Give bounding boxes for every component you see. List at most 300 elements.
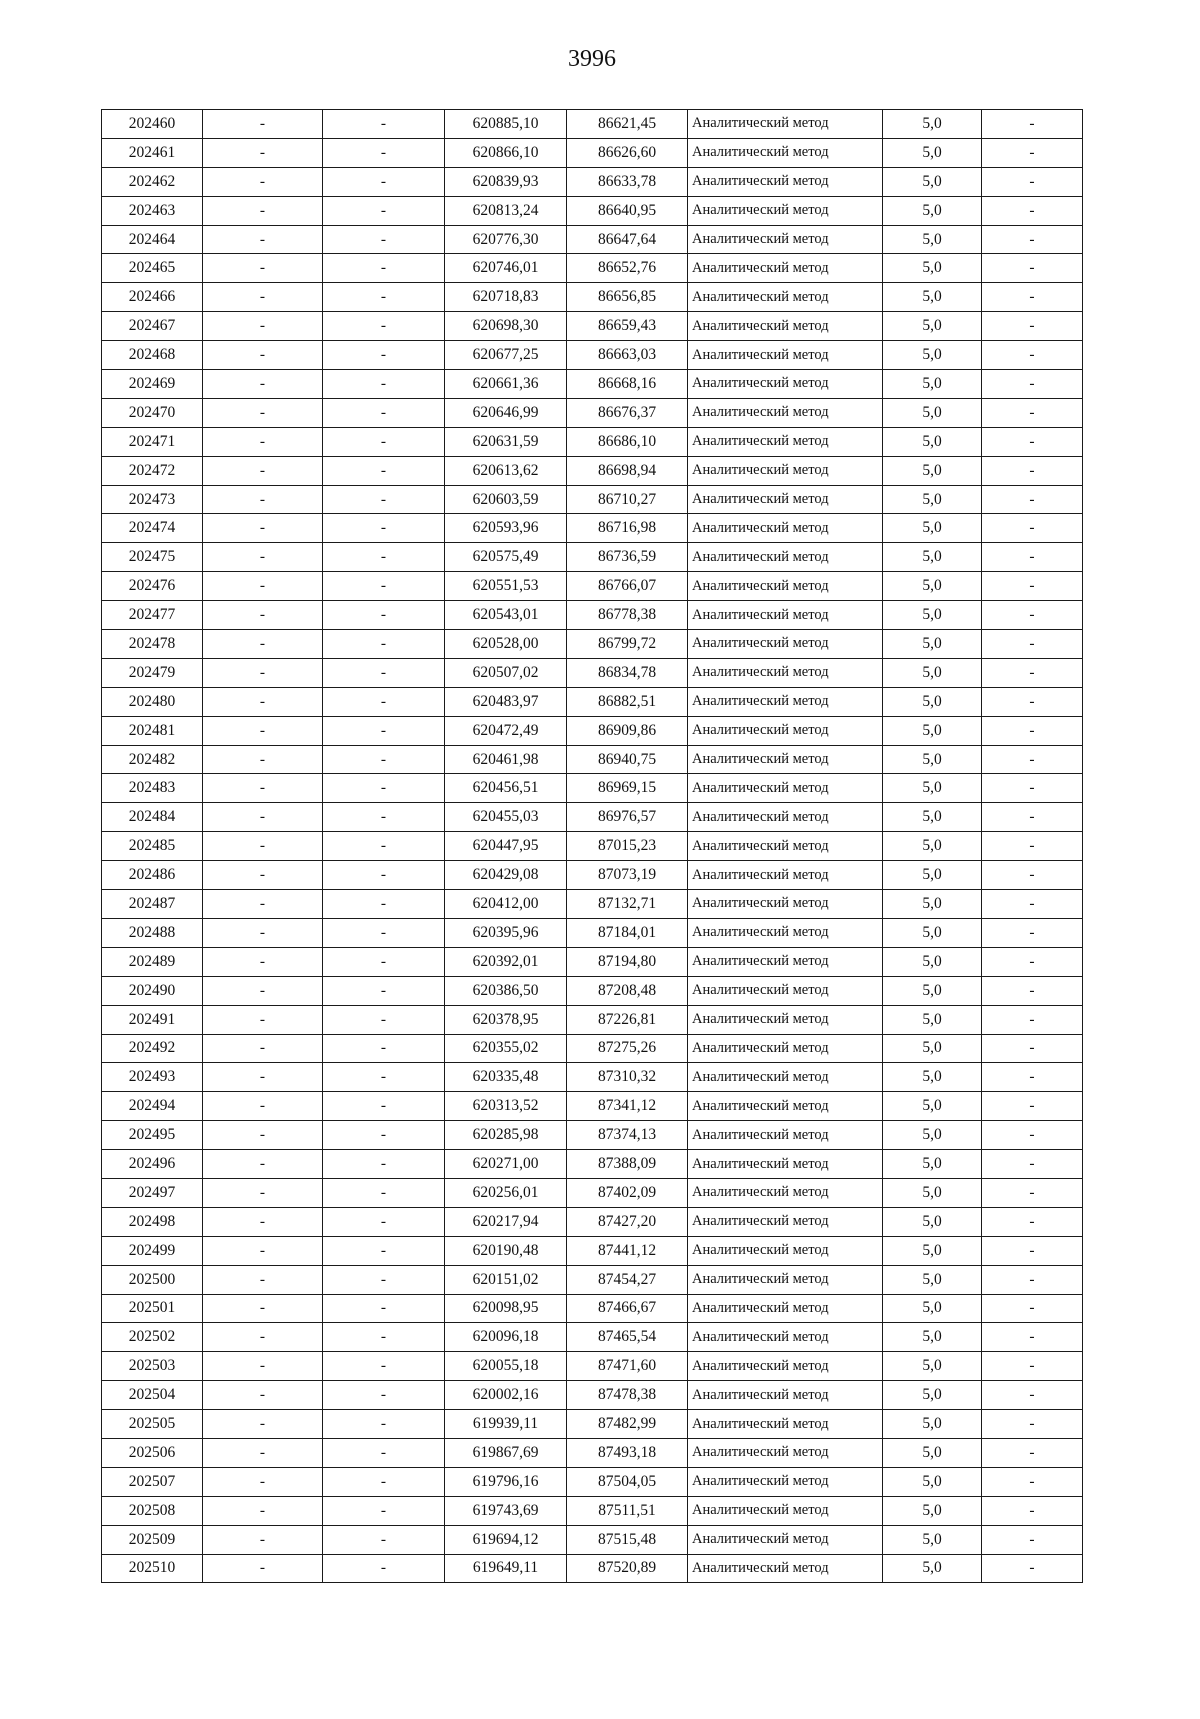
accuracy-cell: 5,0 bbox=[883, 1410, 982, 1439]
y-coordinate-cell: 86716,98 bbox=[567, 514, 688, 543]
note-cell: - bbox=[982, 312, 1083, 341]
table-row bbox=[102, 1236, 1083, 1265]
method-cell: Аналитический метод bbox=[688, 1150, 883, 1179]
accuracy-cell: 5,0 bbox=[883, 1092, 982, 1121]
x-coordinate-cell: 620483,97 bbox=[445, 687, 567, 716]
empty-column-2-cell: - bbox=[203, 1467, 323, 1496]
method-cell: Аналитический метод bbox=[688, 861, 883, 890]
y-coordinate-cell: 86710,27 bbox=[567, 485, 688, 514]
empty-column-3-cell: - bbox=[323, 1467, 445, 1496]
method-cell: Аналитический метод bbox=[688, 1207, 883, 1236]
method-cell: Аналитический метод bbox=[688, 225, 883, 254]
y-coordinate-cell: 86778,38 bbox=[567, 601, 688, 630]
point-number-cell: 202482 bbox=[102, 745, 203, 774]
accuracy-cell: 5,0 bbox=[883, 803, 982, 832]
empty-column-3-cell: - bbox=[323, 398, 445, 427]
method-cell: Аналитический метод bbox=[688, 398, 883, 427]
empty-column-3-cell: - bbox=[323, 1525, 445, 1554]
empty-column-2-cell: - bbox=[203, 1294, 323, 1323]
note-cell: - bbox=[982, 1410, 1083, 1439]
x-coordinate-cell: 620472,49 bbox=[445, 716, 567, 745]
note-cell: - bbox=[982, 861, 1083, 890]
table-row bbox=[102, 1034, 1083, 1063]
y-coordinate-cell: 87275,26 bbox=[567, 1034, 688, 1063]
x-coordinate-cell: 620386,50 bbox=[445, 976, 567, 1005]
point-number-cell: 202506 bbox=[102, 1438, 203, 1467]
point-number-cell: 202484 bbox=[102, 803, 203, 832]
method-cell: Аналитический метод bbox=[688, 341, 883, 370]
y-coordinate-cell: 86698,94 bbox=[567, 456, 688, 485]
x-coordinate-cell: 620528,00 bbox=[445, 630, 567, 659]
accuracy-cell: 5,0 bbox=[883, 1005, 982, 1034]
table-row bbox=[102, 745, 1083, 774]
point-number-cell: 202478 bbox=[102, 630, 203, 659]
x-coordinate-cell: 620055,18 bbox=[445, 1352, 567, 1381]
table-row bbox=[102, 832, 1083, 861]
accuracy-cell: 5,0 bbox=[883, 543, 982, 572]
empty-column-3-cell: - bbox=[323, 745, 445, 774]
point-number-cell: 202487 bbox=[102, 890, 203, 919]
method-cell: Аналитический метод bbox=[688, 312, 883, 341]
x-coordinate-cell: 620698,30 bbox=[445, 312, 567, 341]
table-row bbox=[102, 485, 1083, 514]
method-cell: Аналитический метод bbox=[688, 167, 883, 196]
empty-column-2-cell: - bbox=[203, 745, 323, 774]
point-number-cell: 202502 bbox=[102, 1323, 203, 1352]
x-coordinate-cell: 620813,24 bbox=[445, 196, 567, 225]
method-cell: Аналитический метод bbox=[688, 1496, 883, 1525]
point-number-cell: 202461 bbox=[102, 138, 203, 167]
accuracy-cell: 5,0 bbox=[883, 1207, 982, 1236]
accuracy-cell: 5,0 bbox=[883, 1121, 982, 1150]
note-cell: - bbox=[982, 110, 1083, 139]
empty-column-3-cell: - bbox=[323, 1178, 445, 1207]
point-number-cell: 202462 bbox=[102, 167, 203, 196]
x-coordinate-cell: 620098,95 bbox=[445, 1294, 567, 1323]
y-coordinate-cell: 87465,54 bbox=[567, 1323, 688, 1352]
method-cell: Аналитический метод bbox=[688, 1063, 883, 1092]
accuracy-cell: 5,0 bbox=[883, 572, 982, 601]
note-cell: - bbox=[982, 1554, 1083, 1583]
empty-column-2-cell: - bbox=[203, 427, 323, 456]
empty-column-2-cell: - bbox=[203, 601, 323, 630]
x-coordinate-cell: 620412,00 bbox=[445, 890, 567, 919]
point-number-cell: 202505 bbox=[102, 1410, 203, 1439]
point-number-cell: 202471 bbox=[102, 427, 203, 456]
x-coordinate-cell: 620190,48 bbox=[445, 1236, 567, 1265]
empty-column-2-cell: - bbox=[203, 398, 323, 427]
empty-column-2-cell: - bbox=[203, 1410, 323, 1439]
accuracy-cell: 5,0 bbox=[883, 1467, 982, 1496]
method-cell: Аналитический метод bbox=[688, 1467, 883, 1496]
note-cell: - bbox=[982, 370, 1083, 399]
point-number-cell: 202476 bbox=[102, 572, 203, 601]
x-coordinate-cell: 620392,01 bbox=[445, 947, 567, 976]
accuracy-cell: 5,0 bbox=[883, 918, 982, 947]
empty-column-3-cell: - bbox=[323, 167, 445, 196]
note-cell: - bbox=[982, 803, 1083, 832]
note-cell: - bbox=[982, 716, 1083, 745]
point-number-cell: 202500 bbox=[102, 1265, 203, 1294]
x-coordinate-cell: 620776,30 bbox=[445, 225, 567, 254]
method-cell: Аналитический метод bbox=[688, 1410, 883, 1439]
table-row bbox=[102, 572, 1083, 601]
table-row bbox=[102, 803, 1083, 832]
accuracy-cell: 5,0 bbox=[883, 341, 982, 370]
x-coordinate-cell: 620271,00 bbox=[445, 1150, 567, 1179]
empty-column-3-cell: - bbox=[323, 1410, 445, 1439]
point-number-cell: 202475 bbox=[102, 543, 203, 572]
note-cell: - bbox=[982, 456, 1083, 485]
table-row bbox=[102, 1265, 1083, 1294]
empty-column-3-cell: - bbox=[323, 1092, 445, 1121]
point-number-cell: 202483 bbox=[102, 774, 203, 803]
point-number-cell: 202501 bbox=[102, 1294, 203, 1323]
empty-column-2-cell: - bbox=[203, 341, 323, 370]
note-cell: - bbox=[982, 427, 1083, 456]
x-coordinate-cell: 619743,69 bbox=[445, 1496, 567, 1525]
y-coordinate-cell: 87441,12 bbox=[567, 1236, 688, 1265]
table-row bbox=[102, 543, 1083, 572]
note-cell: - bbox=[982, 1352, 1083, 1381]
table-row bbox=[102, 918, 1083, 947]
x-coordinate-cell: 620839,93 bbox=[445, 167, 567, 196]
table-row bbox=[102, 601, 1083, 630]
point-number-cell: 202495 bbox=[102, 1121, 203, 1150]
note-cell: - bbox=[982, 167, 1083, 196]
table-row bbox=[102, 1150, 1083, 1179]
table-row bbox=[102, 225, 1083, 254]
empty-column-2-cell: - bbox=[203, 543, 323, 572]
note-cell: - bbox=[982, 1265, 1083, 1294]
note-cell: - bbox=[982, 687, 1083, 716]
empty-column-2-cell: - bbox=[203, 1236, 323, 1265]
empty-column-2-cell: - bbox=[203, 1438, 323, 1467]
accuracy-cell: 5,0 bbox=[883, 254, 982, 283]
method-cell: Аналитический метод bbox=[688, 1005, 883, 1034]
point-number-cell: 202497 bbox=[102, 1178, 203, 1207]
empty-column-3-cell: - bbox=[323, 947, 445, 976]
x-coordinate-cell: 620151,02 bbox=[445, 1265, 567, 1294]
empty-column-2-cell: - bbox=[203, 283, 323, 312]
empty-column-2-cell: - bbox=[203, 918, 323, 947]
empty-column-3-cell: - bbox=[323, 1294, 445, 1323]
y-coordinate-cell: 87427,20 bbox=[567, 1207, 688, 1236]
empty-column-3-cell: - bbox=[323, 601, 445, 630]
y-coordinate-cell: 87208,48 bbox=[567, 976, 688, 1005]
x-coordinate-cell: 620677,25 bbox=[445, 341, 567, 370]
method-cell: Аналитический метод bbox=[688, 1381, 883, 1410]
table-row bbox=[102, 1467, 1083, 1496]
empty-column-3-cell: - bbox=[323, 456, 445, 485]
x-coordinate-cell: 620217,94 bbox=[445, 1207, 567, 1236]
note-cell: - bbox=[982, 1467, 1083, 1496]
table-row bbox=[102, 1207, 1083, 1236]
note-cell: - bbox=[982, 1525, 1083, 1554]
y-coordinate-cell: 87471,60 bbox=[567, 1352, 688, 1381]
table-row bbox=[102, 630, 1083, 659]
method-cell: Аналитический метод bbox=[688, 1525, 883, 1554]
method-cell: Аналитический метод bbox=[688, 427, 883, 456]
empty-column-2-cell: - bbox=[203, 630, 323, 659]
point-number-cell: 202510 bbox=[102, 1554, 203, 1583]
method-cell: Аналитический метод bbox=[688, 1438, 883, 1467]
y-coordinate-cell: 87520,89 bbox=[567, 1554, 688, 1583]
y-coordinate-cell: 87341,12 bbox=[567, 1092, 688, 1121]
point-number-cell: 202508 bbox=[102, 1496, 203, 1525]
note-cell: - bbox=[982, 254, 1083, 283]
table-row bbox=[102, 947, 1083, 976]
empty-column-2-cell: - bbox=[203, 1092, 323, 1121]
y-coordinate-cell: 87073,19 bbox=[567, 861, 688, 890]
y-coordinate-cell: 87374,13 bbox=[567, 1121, 688, 1150]
empty-column-3-cell: - bbox=[323, 1034, 445, 1063]
x-coordinate-cell: 619867,69 bbox=[445, 1438, 567, 1467]
empty-column-2-cell: - bbox=[203, 456, 323, 485]
empty-column-2-cell: - bbox=[203, 225, 323, 254]
y-coordinate-cell: 87132,71 bbox=[567, 890, 688, 919]
empty-column-2-cell: - bbox=[203, 1323, 323, 1352]
y-coordinate-cell: 87184,01 bbox=[567, 918, 688, 947]
note-cell: - bbox=[982, 1207, 1083, 1236]
y-coordinate-cell: 86736,59 bbox=[567, 543, 688, 572]
point-number-cell: 202468 bbox=[102, 341, 203, 370]
x-coordinate-cell: 620096,18 bbox=[445, 1323, 567, 1352]
empty-column-2-cell: - bbox=[203, 138, 323, 167]
x-coordinate-cell: 620551,53 bbox=[445, 572, 567, 601]
x-coordinate-cell: 620002,16 bbox=[445, 1381, 567, 1410]
point-number-cell: 202498 bbox=[102, 1207, 203, 1236]
y-coordinate-cell: 86652,76 bbox=[567, 254, 688, 283]
point-number-cell: 202489 bbox=[102, 947, 203, 976]
note-cell: - bbox=[982, 1438, 1083, 1467]
point-number-cell: 202472 bbox=[102, 456, 203, 485]
table-row bbox=[102, 861, 1083, 890]
x-coordinate-cell: 620866,10 bbox=[445, 138, 567, 167]
table-row bbox=[102, 398, 1083, 427]
empty-column-3-cell: - bbox=[323, 138, 445, 167]
y-coordinate-cell: 86663,03 bbox=[567, 341, 688, 370]
point-number-cell: 202499 bbox=[102, 1236, 203, 1265]
table-row bbox=[102, 1410, 1083, 1439]
accuracy-cell: 5,0 bbox=[883, 196, 982, 225]
empty-column-3-cell: - bbox=[323, 803, 445, 832]
point-number-cell: 202494 bbox=[102, 1092, 203, 1121]
note-cell: - bbox=[982, 1236, 1083, 1265]
y-coordinate-cell: 87493,18 bbox=[567, 1438, 688, 1467]
empty-column-2-cell: - bbox=[203, 110, 323, 139]
method-cell: Аналитический метод bbox=[688, 370, 883, 399]
method-cell: Аналитический метод bbox=[688, 918, 883, 947]
x-coordinate-cell: 619939,11 bbox=[445, 1410, 567, 1439]
empty-column-3-cell: - bbox=[323, 196, 445, 225]
accuracy-cell: 5,0 bbox=[883, 138, 982, 167]
empty-column-3-cell: - bbox=[323, 572, 445, 601]
empty-column-2-cell: - bbox=[203, 1265, 323, 1294]
y-coordinate-cell: 87478,38 bbox=[567, 1381, 688, 1410]
note-cell: - bbox=[982, 572, 1083, 601]
table-row bbox=[102, 167, 1083, 196]
point-number-cell: 202486 bbox=[102, 861, 203, 890]
table-row bbox=[102, 110, 1083, 139]
empty-column-3-cell: - bbox=[323, 658, 445, 687]
table-row bbox=[102, 1323, 1083, 1352]
x-coordinate-cell: 620593,96 bbox=[445, 514, 567, 543]
table-row bbox=[102, 1554, 1083, 1583]
y-coordinate-cell: 86621,45 bbox=[567, 110, 688, 139]
method-cell: Аналитический метод bbox=[688, 485, 883, 514]
y-coordinate-cell: 87226,81 bbox=[567, 1005, 688, 1034]
note-cell: - bbox=[982, 485, 1083, 514]
table-row bbox=[102, 312, 1083, 341]
y-coordinate-cell: 87388,09 bbox=[567, 1150, 688, 1179]
accuracy-cell: 5,0 bbox=[883, 456, 982, 485]
empty-column-2-cell: - bbox=[203, 514, 323, 543]
point-number-cell: 202474 bbox=[102, 514, 203, 543]
table-row bbox=[102, 1525, 1083, 1554]
point-number-cell: 202479 bbox=[102, 658, 203, 687]
x-coordinate-cell: 620646,99 bbox=[445, 398, 567, 427]
empty-column-3-cell: - bbox=[323, 1381, 445, 1410]
x-coordinate-cell: 620456,51 bbox=[445, 774, 567, 803]
empty-column-2-cell: - bbox=[203, 1554, 323, 1583]
point-number-cell: 202466 bbox=[102, 283, 203, 312]
note-cell: - bbox=[982, 543, 1083, 572]
method-cell: Аналитический метод bbox=[688, 601, 883, 630]
point-number-cell: 202488 bbox=[102, 918, 203, 947]
point-number-cell: 202496 bbox=[102, 1150, 203, 1179]
point-number-cell: 202473 bbox=[102, 485, 203, 514]
table-row bbox=[102, 1121, 1083, 1150]
empty-column-2-cell: - bbox=[203, 687, 323, 716]
accuracy-cell: 5,0 bbox=[883, 485, 982, 514]
y-coordinate-cell: 87515,48 bbox=[567, 1525, 688, 1554]
x-coordinate-cell: 620575,49 bbox=[445, 543, 567, 572]
empty-column-3-cell: - bbox=[323, 283, 445, 312]
empty-column-3-cell: - bbox=[323, 225, 445, 254]
note-cell: - bbox=[982, 514, 1083, 543]
empty-column-2-cell: - bbox=[203, 370, 323, 399]
accuracy-cell: 5,0 bbox=[883, 167, 982, 196]
table-row bbox=[102, 456, 1083, 485]
empty-column-2-cell: - bbox=[203, 658, 323, 687]
empty-column-3-cell: - bbox=[323, 774, 445, 803]
note-cell: - bbox=[982, 225, 1083, 254]
method-cell: Аналитический метод bbox=[688, 890, 883, 919]
method-cell: Аналитический метод bbox=[688, 254, 883, 283]
empty-column-3-cell: - bbox=[323, 1554, 445, 1583]
table-row bbox=[102, 1381, 1083, 1410]
method-cell: Аналитический метод bbox=[688, 543, 883, 572]
table-row bbox=[102, 716, 1083, 745]
point-number-cell: 202470 bbox=[102, 398, 203, 427]
accuracy-cell: 5,0 bbox=[883, 110, 982, 139]
empty-column-3-cell: - bbox=[323, 1121, 445, 1150]
empty-column-3-cell: - bbox=[323, 485, 445, 514]
empty-column-2-cell: - bbox=[203, 167, 323, 196]
empty-column-2-cell: - bbox=[203, 1005, 323, 1034]
y-coordinate-cell: 86626,60 bbox=[567, 138, 688, 167]
accuracy-cell: 5,0 bbox=[883, 283, 982, 312]
x-coordinate-cell: 620613,62 bbox=[445, 456, 567, 485]
table-row bbox=[102, 1352, 1083, 1381]
empty-column-3-cell: - bbox=[323, 254, 445, 283]
point-number-cell: 202493 bbox=[102, 1063, 203, 1092]
table-row bbox=[102, 976, 1083, 1005]
table-row bbox=[102, 196, 1083, 225]
empty-column-2-cell: - bbox=[203, 254, 323, 283]
x-coordinate-cell: 620461,98 bbox=[445, 745, 567, 774]
accuracy-cell: 5,0 bbox=[883, 630, 982, 659]
empty-column-3-cell: - bbox=[323, 1063, 445, 1092]
x-coordinate-cell: 620285,98 bbox=[445, 1121, 567, 1150]
x-coordinate-cell: 620661,36 bbox=[445, 370, 567, 399]
note-cell: - bbox=[982, 283, 1083, 312]
method-cell: Аналитический метод bbox=[688, 110, 883, 139]
method-cell: Аналитический метод bbox=[688, 630, 883, 659]
point-number-cell: 202507 bbox=[102, 1467, 203, 1496]
empty-column-2-cell: - bbox=[203, 890, 323, 919]
empty-column-2-cell: - bbox=[203, 1381, 323, 1410]
x-coordinate-cell: 620313,52 bbox=[445, 1092, 567, 1121]
accuracy-cell: 5,0 bbox=[883, 1063, 982, 1092]
table-row bbox=[102, 254, 1083, 283]
y-coordinate-cell: 86766,07 bbox=[567, 572, 688, 601]
method-cell: Аналитический метод bbox=[688, 976, 883, 1005]
point-number-cell: 202465 bbox=[102, 254, 203, 283]
accuracy-cell: 5,0 bbox=[883, 1294, 982, 1323]
point-number-cell: 202464 bbox=[102, 225, 203, 254]
method-cell: Аналитический метод bbox=[688, 456, 883, 485]
accuracy-cell: 5,0 bbox=[883, 890, 982, 919]
y-coordinate-cell: 86834,78 bbox=[567, 658, 688, 687]
empty-column-2-cell: - bbox=[203, 572, 323, 601]
table-row bbox=[102, 1496, 1083, 1525]
y-coordinate-cell: 87511,51 bbox=[567, 1496, 688, 1525]
accuracy-cell: 5,0 bbox=[883, 774, 982, 803]
method-cell: Аналитический метод bbox=[688, 716, 883, 745]
accuracy-cell: 5,0 bbox=[883, 1496, 982, 1525]
empty-column-3-cell: - bbox=[323, 1236, 445, 1265]
accuracy-cell: 5,0 bbox=[883, 601, 982, 630]
empty-column-3-cell: - bbox=[323, 1005, 445, 1034]
empty-column-3-cell: - bbox=[323, 543, 445, 572]
accuracy-cell: 5,0 bbox=[883, 225, 982, 254]
y-coordinate-cell: 87194,80 bbox=[567, 947, 688, 976]
x-coordinate-cell: 620455,03 bbox=[445, 803, 567, 832]
point-number-cell: 202491 bbox=[102, 1005, 203, 1034]
accuracy-cell: 5,0 bbox=[883, 947, 982, 976]
empty-column-2-cell: - bbox=[203, 832, 323, 861]
table-body bbox=[102, 110, 1083, 1583]
empty-column-2-cell: - bbox=[203, 774, 323, 803]
method-cell: Аналитический метод bbox=[688, 947, 883, 976]
point-number-cell: 202485 bbox=[102, 832, 203, 861]
method-cell: Аналитический метод bbox=[688, 687, 883, 716]
table-row bbox=[102, 1092, 1083, 1121]
table-row bbox=[102, 1438, 1083, 1467]
point-number-cell: 202492 bbox=[102, 1034, 203, 1063]
accuracy-cell: 5,0 bbox=[883, 716, 982, 745]
accuracy-cell: 5,0 bbox=[883, 514, 982, 543]
note-cell: - bbox=[982, 976, 1083, 1005]
point-number-cell: 202480 bbox=[102, 687, 203, 716]
accuracy-cell: 5,0 bbox=[883, 745, 982, 774]
note-cell: - bbox=[982, 138, 1083, 167]
empty-column-3-cell: - bbox=[323, 1150, 445, 1179]
x-coordinate-cell: 620631,59 bbox=[445, 427, 567, 456]
accuracy-cell: 5,0 bbox=[883, 1034, 982, 1063]
